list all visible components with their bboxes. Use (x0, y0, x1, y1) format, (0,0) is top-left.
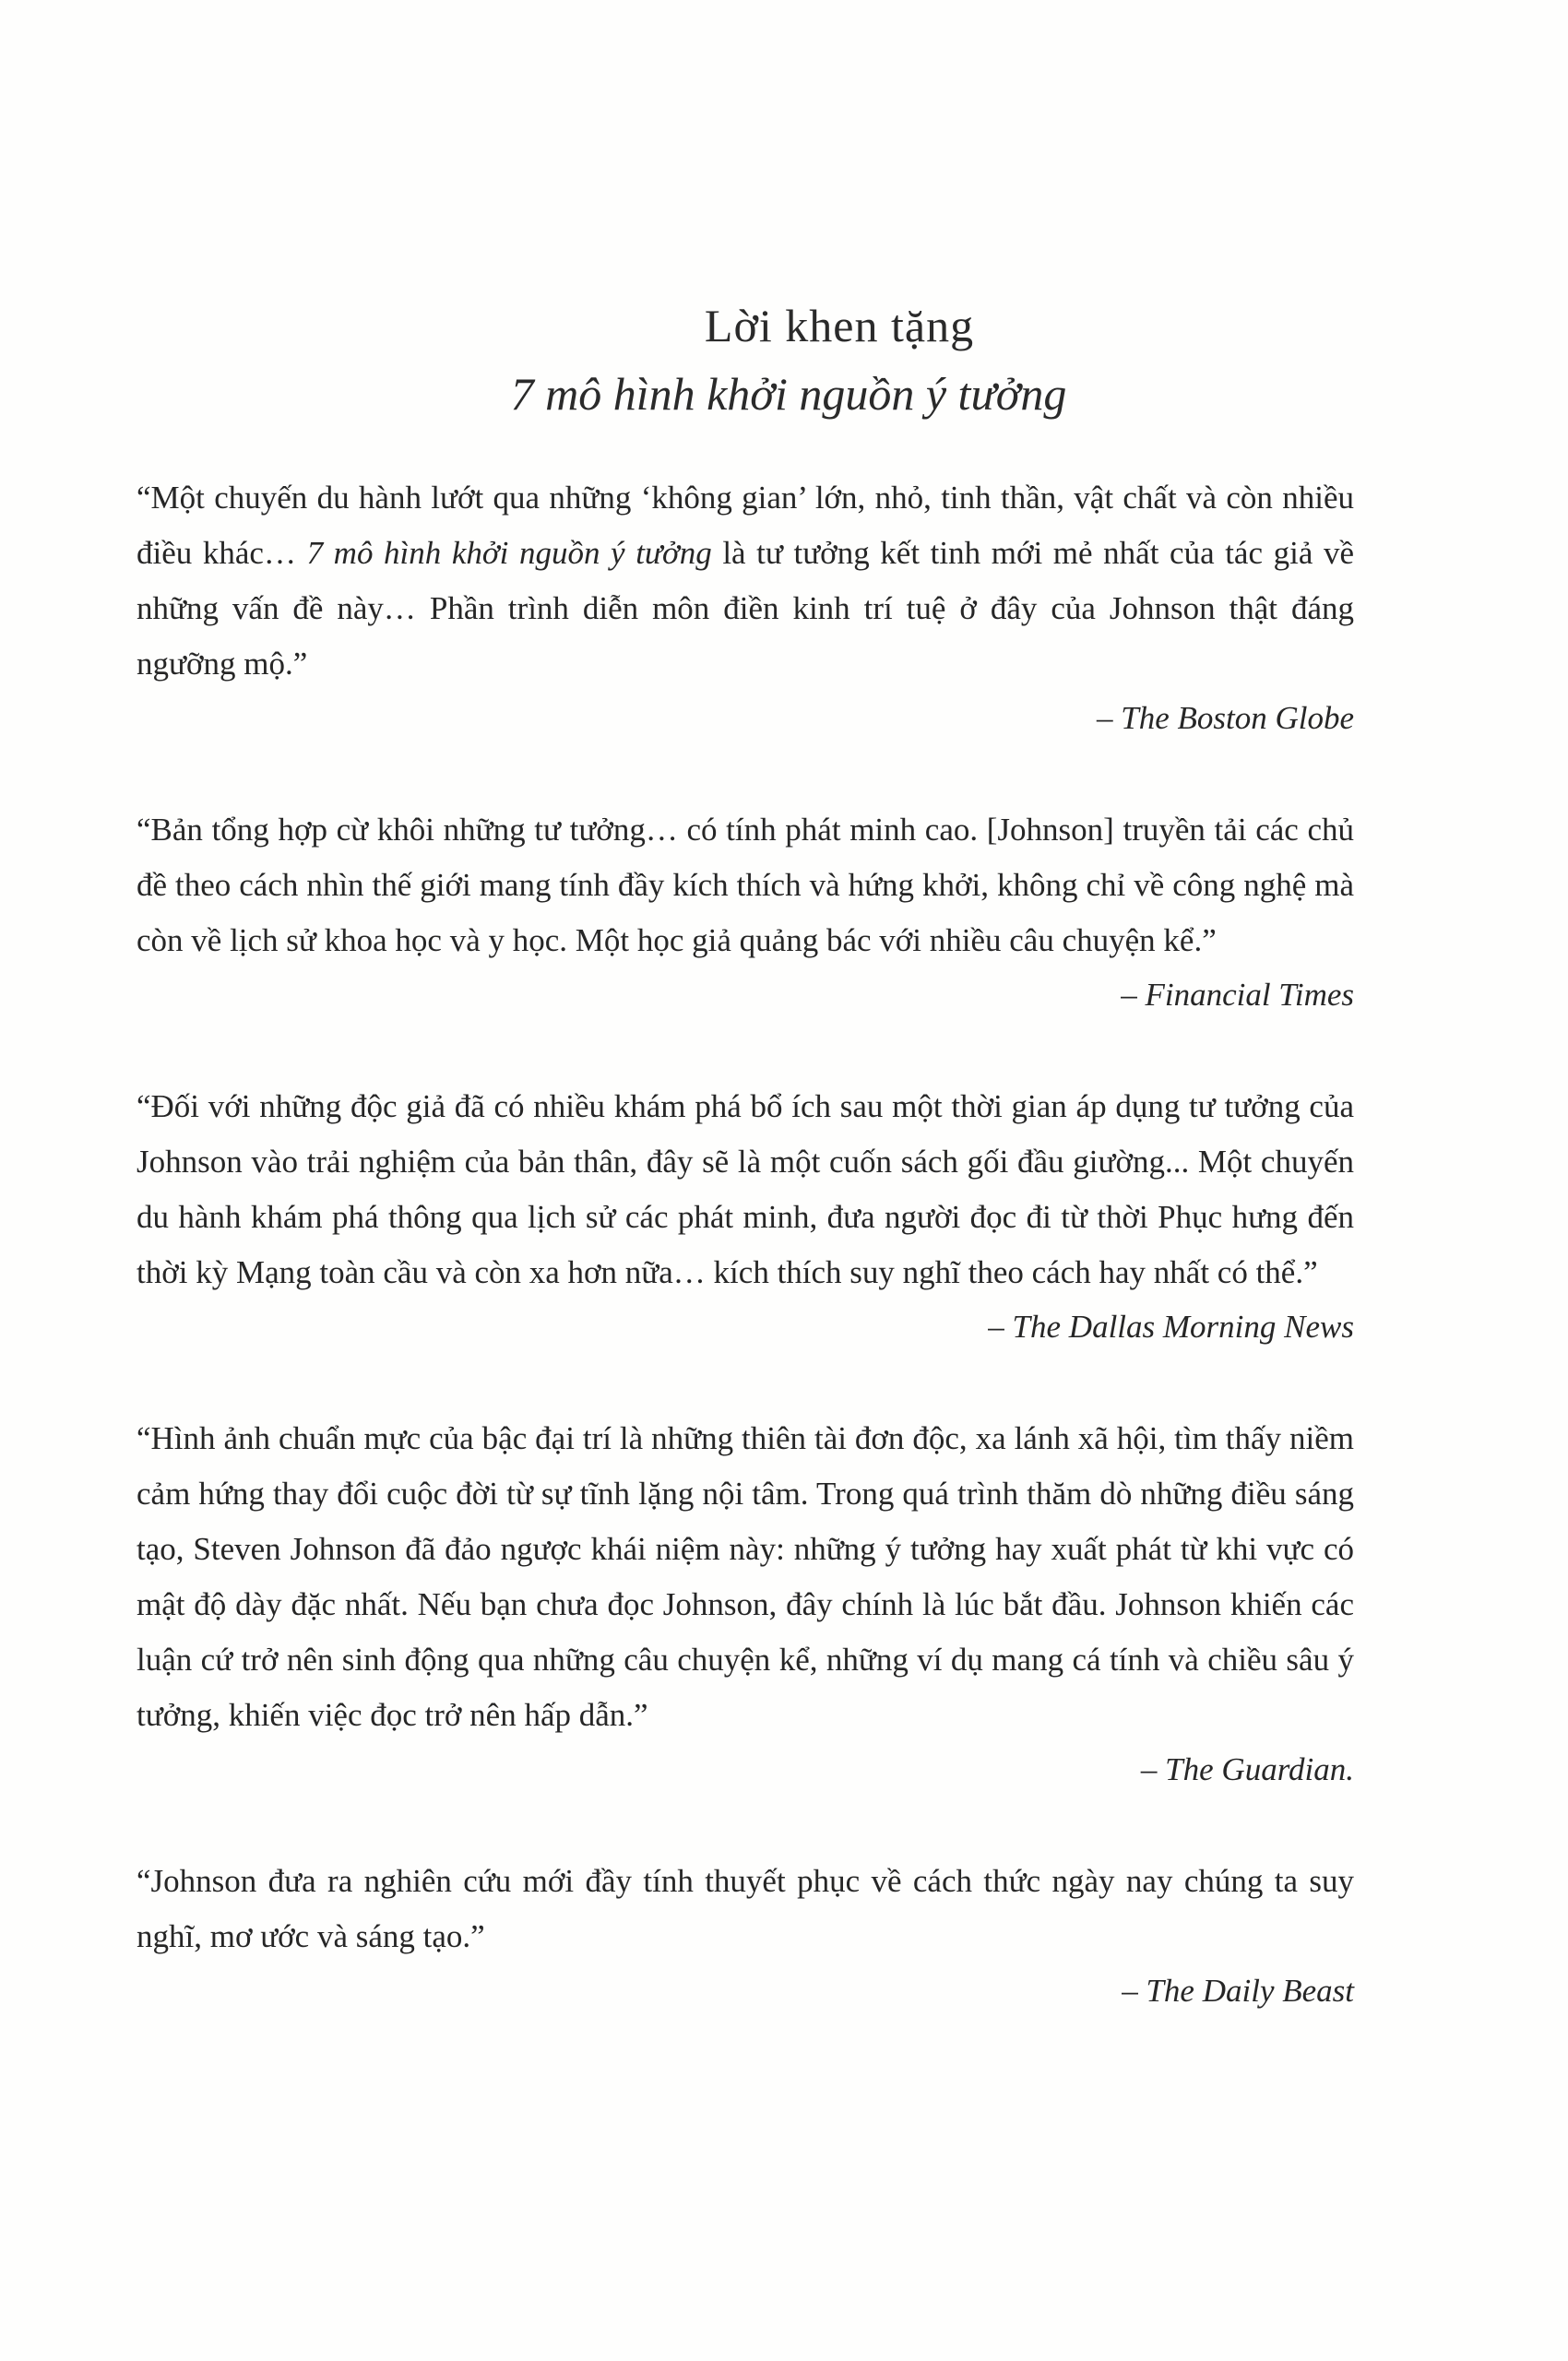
review-book-title: 7 mô hình khởi nguồn ý tưởng (306, 535, 712, 571)
review-text-start: “Một chuyến du hành lướt qua những ‘không gian’ lớn, nhỏ, tinh thần, vật chất và còn nhiều điều khác… (137, 480, 1354, 571)
review-source-guardian: – The Guardian. (1140, 1751, 1354, 1787)
review-quote-financial-times: “Bản tổng hợp cừ khôi những tư tưởng… có tính phát minh cao. [Johnson] truyền tải các chủ đề theo cách nhìn thế giới mang tính đầy kích thích và hứng khởi, không chỉ về công nghệ mà còn về lịch sử khoa học và y học. Một học giả quảng bác với nhiều câu chuyện kể.” (137, 812, 1354, 958)
review-source-financial-times: – Financial Times (1121, 977, 1354, 1013)
review-quote-daily-beast: “Johnson đưa ra nghiên cứu mới đầy tính thuyết phục về cách thức ngày nay chúng ta suy nghĩ, mơ ước và sáng tạo.” (137, 1863, 1354, 1954)
review-quote-boston-globe (137, 470, 1354, 692)
review-quote-dallas-morning-news: “Đối với những độc giả đã có nhiều khám phá bổ ích sau một thời gian áp dụng tư tưởng của Johnson vào trải nghiệm của bản thân, đây sẽ là một cuốn sách gối đầu giường... Một chuyến du hành khám phá thông qua lịch sử các phát minh, đưa người đọc đi từ thời Phục hưng đến thời kỳ Mạng toàn cầu và còn xa hơn nữa… kích thích suy nghĩ theo cách hay nhất có thể.” (137, 1088, 1354, 1290)
reviews-section (137, 470, 1354, 2018)
review-source-boston-globe: – The Boston Globe (1096, 700, 1354, 736)
review-source-dallas-morning-news: – The Dallas Morning News (988, 1309, 1354, 1345)
review-source-daily-beast: – The Daily Beast (1122, 1973, 1354, 2009)
title-line-praise: Lời khen tặng (704, 300, 975, 351)
page-title (0, 293, 1568, 430)
review-text-end: là tư tưởng kết tinh mới mẻ nhất của tác giả về những vấn đề này… Phần trình diễn môn điền kinh trí tuệ ở đây của Johnson thật đáng ngưỡng mộ.” (137, 535, 1355, 682)
title-line-book-name: 7 mô hình khởi nguồn ý tưởng (510, 368, 1067, 420)
review-quote-guardian: “Hình ảnh chuẩn mực của bậc đại trí là những thiên tài đơn độc, xa lánh xã hội, tìm thấy niềm cảm hứng thay đổi cuộc đời từ sự tĩnh lặng nội tâm. Trong quá trình thăm dò những điều sáng tạo, Steven Johnson đã đảo ngược khái niệm này: những ý tưởng hay xuất phát từ khi vực có mật độ dày đặc nhất. Nếu bạn chưa đọc Johnson, đây chính là lúc bắt đầu. Johnson khiến các luận cứ trở nên sinh động qua những câu chuyện kể, những ví dụ mang cá tính và chiều sâu ý tưởng, khiến việc đọc trở nên hấp dẫn.” (137, 1420, 1354, 1733)
